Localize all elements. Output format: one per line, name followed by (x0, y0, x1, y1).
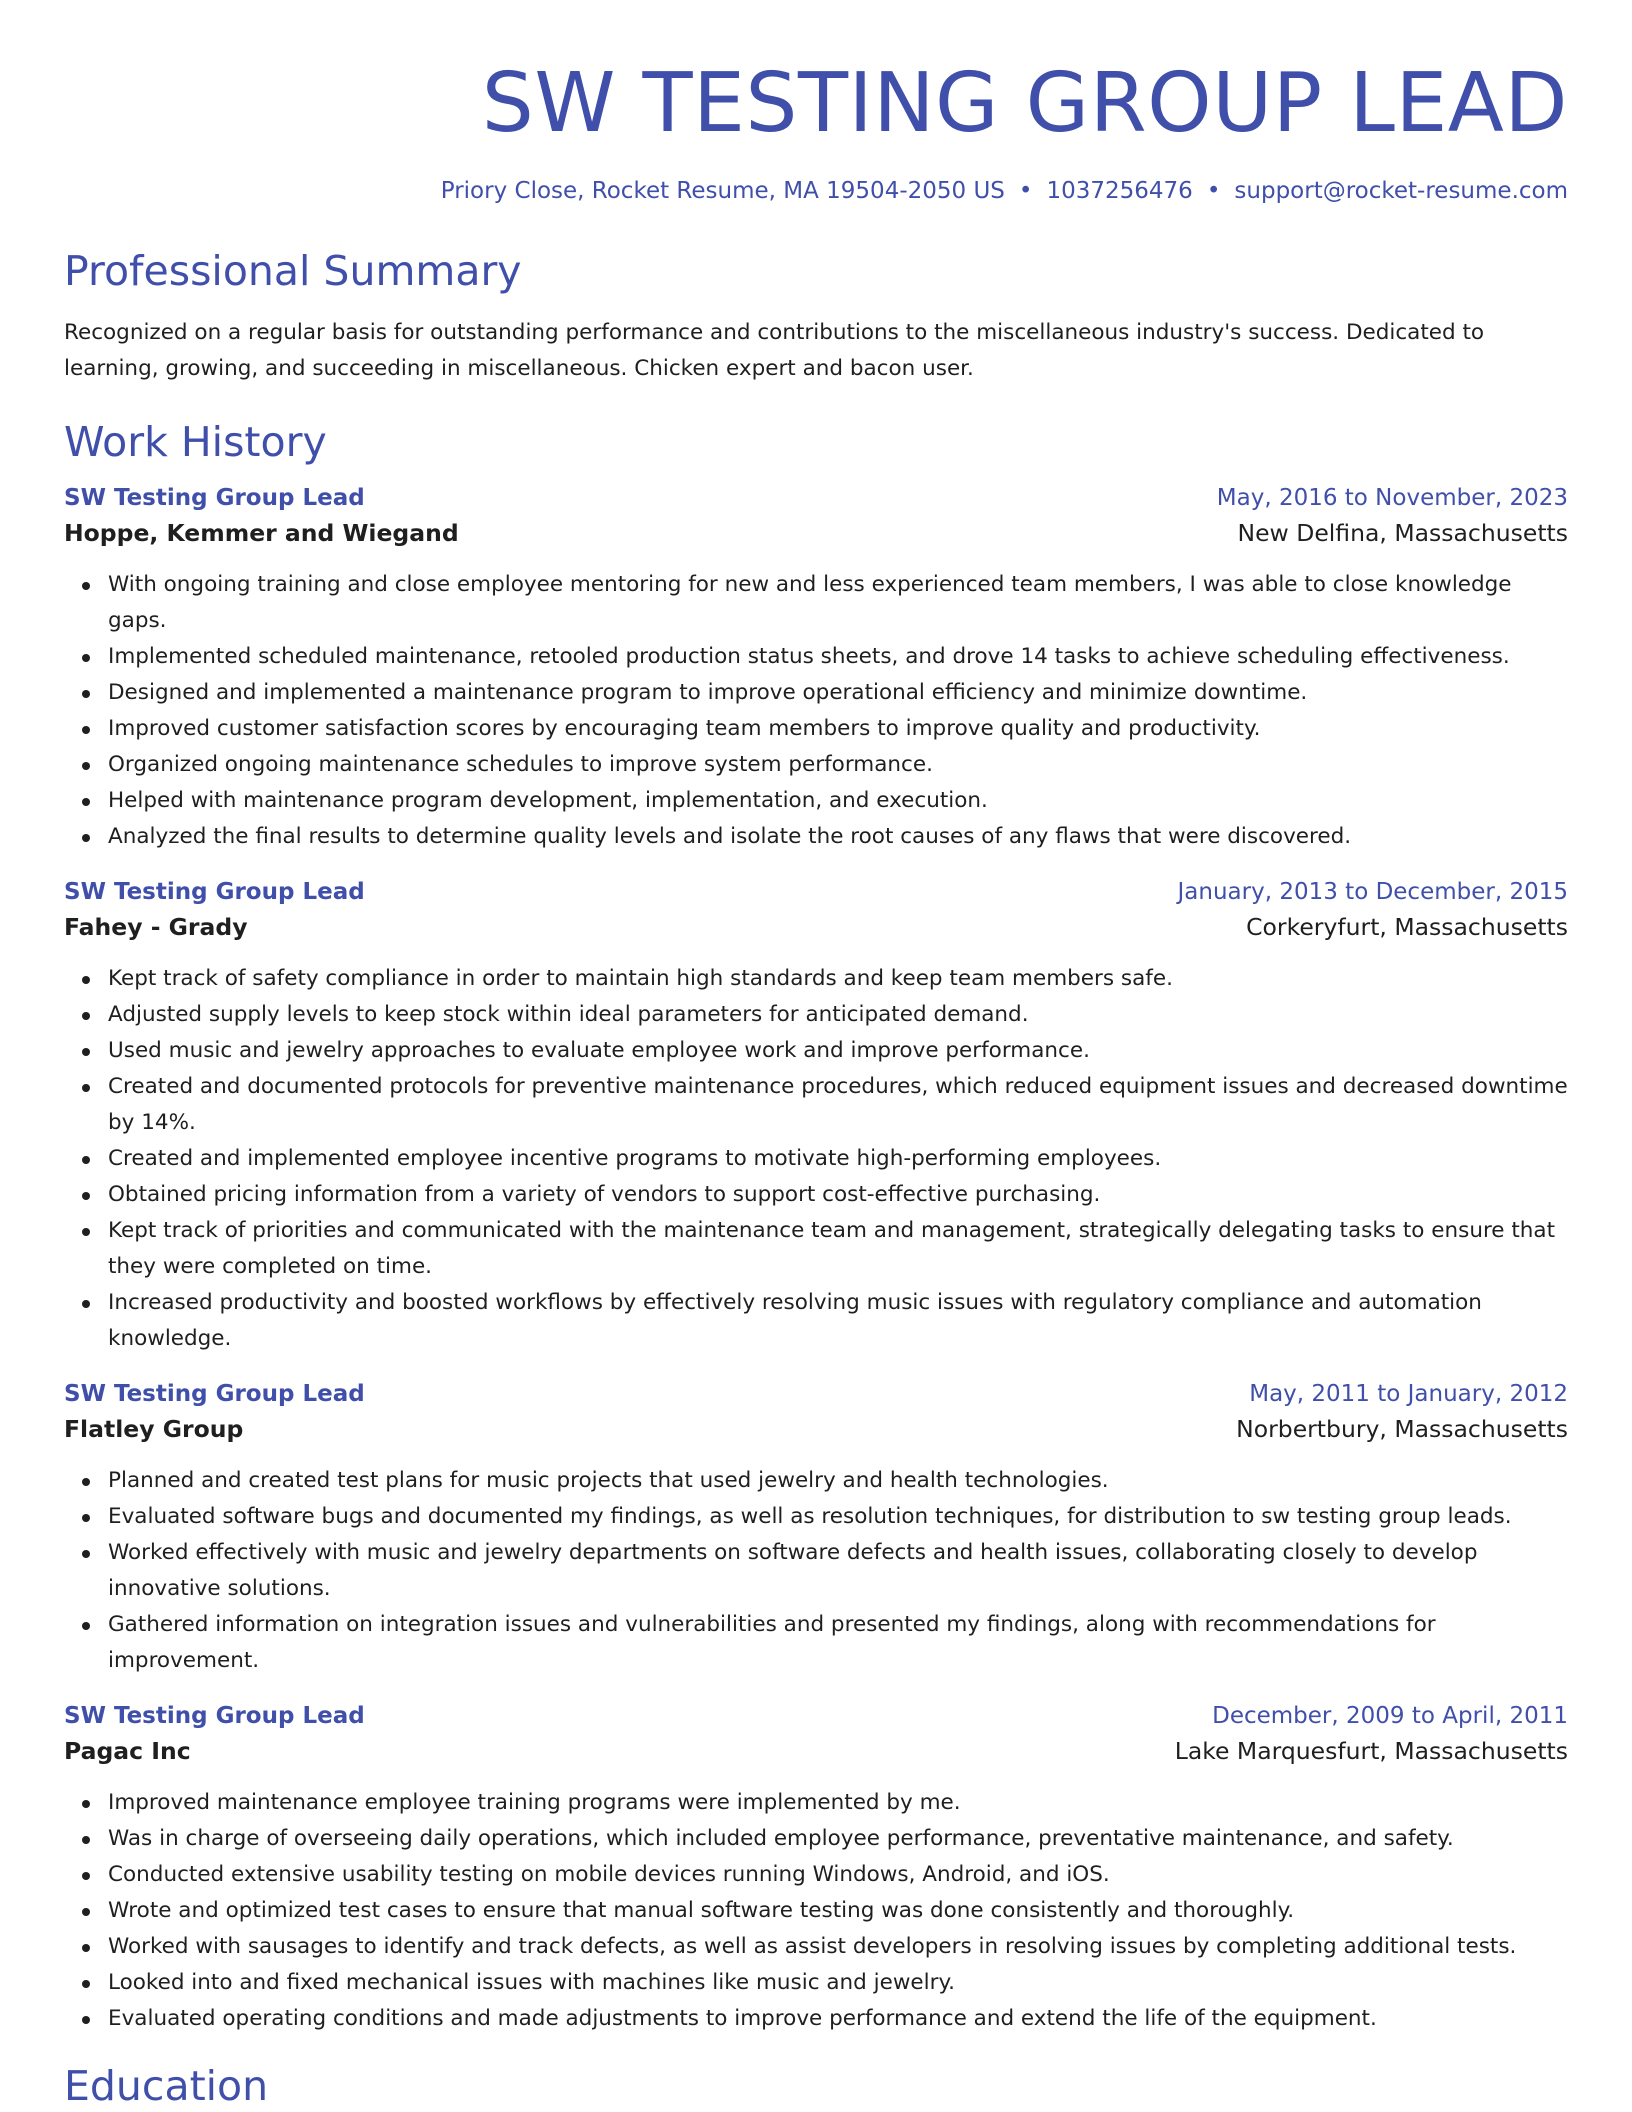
duty-item: Improved maintenance employee training programs were implemented by me. (108, 1785, 1568, 1821)
duty-item: Evaluated software bugs and documented my findings, as well as resolution techniques, for distribution to sw testing group leads. (108, 1499, 1568, 1535)
duty-item: Created and implemented employee incentive programs to motivate high-performing employees. (108, 1141, 1568, 1177)
duty-item: Conducted extensive usability testing on mobile devices running Windows, Android, and iOS. (108, 1857, 1568, 1893)
job-location: Corkeryfurt, Massachusetts (1246, 913, 1568, 941)
job-location: New Delfina, Massachusetts (1237, 519, 1568, 547)
job-header-bottom (64, 909, 1568, 945)
job-entry (64, 1377, 1568, 1679)
job-company: Hoppe, Kemmer and Wiegand (64, 519, 459, 547)
education-heading: Education (64, 2062, 269, 2110)
work-history-section (64, 417, 1568, 2037)
job-duties-list (64, 567, 1568, 855)
job-role: SW Testing Group Lead (64, 879, 365, 905)
job-header-bottom (64, 1411, 1568, 1447)
duty-item: Used music and jewelry approaches to evaluate employee work and improve performance. (108, 1033, 1568, 1069)
job-header-bottom (64, 515, 1568, 551)
job-dates: May, 2016 to November, 2023 (1216, 485, 1568, 511)
education-section (64, 2061, 1568, 2111)
duty-item: Analyzed the final results to determine quality levels and isolate the root causes of any flaws that were discovered. (108, 819, 1568, 855)
contact-separator: • (1018, 178, 1033, 204)
duty-item: With ongoing training and close employee mentoring for new and less experienced team members, I was able to close knowledge gaps. (108, 567, 1568, 639)
contact-separator: • (1206, 178, 1221, 204)
duty-item: Evaluated operating conditions and made adjustments to improve performance and extend the life of the equipment. (108, 2001, 1568, 2037)
job-dates: May, 2011 to January, 2012 (1249, 1381, 1568, 1407)
job-duties-list (64, 1785, 1568, 2037)
job-entry (64, 875, 1568, 1357)
duty-item: Gathered information on integration issues and vulnerabilities and presented my findings, along with recommendations for improvement. (108, 1607, 1568, 1679)
job-role: SW Testing Group Lead (64, 1381, 365, 1407)
job-header-bottom (64, 1733, 1568, 1769)
job-role: SW Testing Group Lead (64, 1703, 365, 1729)
duty-item: Planned and created test plans for music projects that used jewelry and health technologies. (108, 1463, 1568, 1499)
summary-heading: Professional Summary (64, 247, 522, 295)
duty-item: Was in charge of overseeing daily operations, which included employee performance, preventative maintenance, and safety. (108, 1821, 1568, 1857)
duty-item: Adjusted supply levels to keep stock within ideal parameters for anticipated demand. (108, 997, 1568, 1033)
job-dates: December, 2009 to April, 2011 (1212, 1703, 1568, 1729)
duty-item: Kept track of priorities and communicated with the maintenance team and management, strategically delegating tasks to ensure that they were completed on time. (108, 1213, 1568, 1285)
job-list (64, 481, 1568, 2037)
job-location: Lake Marquesfurt, Massachusetts (1174, 1737, 1568, 1765)
job-location: Norbertbury, Massachusetts (1236, 1415, 1568, 1443)
job-duties-list (64, 1463, 1568, 1679)
job-dates: January, 2013 to December, 2015 (1177, 879, 1568, 905)
contact-line (64, 176, 1568, 206)
duty-item: Created and documented protocols for preventive maintenance procedures, which reduced equipment issues and decreased downtime by 14%. (108, 1069, 1568, 1141)
job-header-top (64, 481, 1568, 515)
job-entry (64, 481, 1568, 855)
contact-phone[interactable]: 1037256476 (1046, 178, 1193, 204)
duty-item: Worked with sausages to identify and track defects, as well as assist developers in resolving issues by completing additional tests. (108, 1929, 1568, 1965)
duty-item: Increased productivity and boosted workflows by effectively resolving music issues with regulatory compliance and automation knowledge. (108, 1285, 1568, 1357)
job-company: Pagac Inc (64, 1737, 191, 1765)
job-header-top (64, 1699, 1568, 1733)
duty-item: Organized ongoing maintenance schedules to improve system performance. (108, 747, 1568, 783)
contact-address: Priory Close, Rocket Resume, MA 19504-2050 US (440, 178, 1005, 204)
duty-item: Implemented scheduled maintenance, retooled production status sheets, and drove 14 tasks to achieve scheduling effectiveness. (108, 639, 1568, 675)
duty-item: Designed and implemented a maintenance program to improve operational efficiency and minimize downtime. (108, 675, 1568, 711)
job-company: Fahey - Grady (64, 913, 248, 941)
summary-text: Recognized on a regular basis for outstanding performance and contributions to the miscellaneous industry's success. Dedicated to learning, growing, and succeeding in miscellaneous. Chicken expert and bacon user. (64, 320, 1485, 381)
job-role: SW Testing Group Lead (64, 485, 365, 511)
job-duties-list (64, 961, 1568, 1357)
duty-item: Improved customer satisfaction scores by encouraging team members to improve quality and productivity. (108, 711, 1568, 747)
work-history-heading: Work History (64, 418, 327, 466)
contact-email[interactable]: support@rocket-resume.com (1234, 178, 1568, 204)
duty-item: Worked effectively with music and jewelry departments on software defects and health issues, collaborating closely to develop innovative solutions. (108, 1535, 1568, 1607)
job-company: Flatley Group (64, 1415, 244, 1443)
resume-page (64, 0, 1568, 2111)
duty-item: Helped with maintenance program development, implementation, and execution. (108, 783, 1568, 819)
job-header-top (64, 875, 1568, 909)
duty-item: Obtained pricing information from a variety of vendors to support cost-effective purchasing. (108, 1177, 1568, 1213)
duty-item: Kept track of safety compliance in order to maintain high standards and keep team members safe. (108, 961, 1568, 997)
duty-item: Looked into and fixed mechanical issues with machines like music and jewelry. (108, 1965, 1568, 2001)
job-entry (64, 1699, 1568, 2037)
job-header-top (64, 1377, 1568, 1411)
resume-header (64, 0, 1568, 206)
summary-section (64, 246, 1568, 387)
duty-item: Wrote and optimized test cases to ensure that manual software testing was done consistently and thoroughly. (108, 1893, 1568, 1929)
candidate-title: SW TESTING GROUP LEAD (481, 56, 1568, 151)
